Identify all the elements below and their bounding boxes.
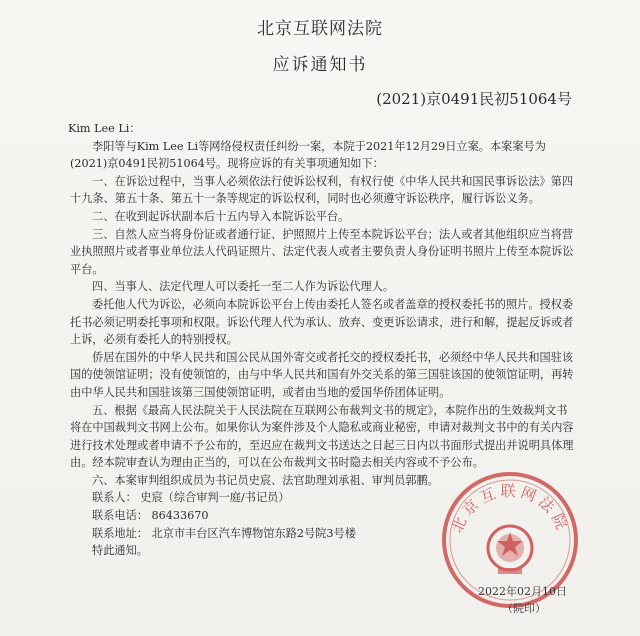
- issue-date: 2022年02月10日: [478, 585, 567, 598]
- clause-3: 三、自然人应当将身份证或者通行证、护照照片上传至本院诉讼平台；法人或者其他组织应当将营业执照照片或者事业单位法人代码证照片、法定代表人或者主要负责人身份证明书照片上传至本院诉讼平台。: [70, 227, 574, 276]
- clause-4-detail-a: 委托他人代为诉讼，必须向本院诉讼平台上传由委托人签名或者盖章的授权委托书的照片。授权委托书必须记明委托事项和权限。诉讼代理人代为承认、放弃、变更诉讼请求，进行和解，提起反诉或者上诉，必须有委托人的特别授权。: [70, 297, 574, 347]
- seal-note: （院印）: [502, 602, 546, 615]
- document-title: 应诉通知书: [272, 55, 368, 75]
- contact-phone: 联系电话： 86433670: [92, 509, 209, 523]
- clause-2: 二、在收到起诉状副本后十五内导入本院诉讼平台。: [92, 209, 350, 223]
- clause-4-detail-b: 侨居在国外的中华人民共和国公民从国外寄交或者托交的授权委托书，必须经中华人民共和国驻该国的使领馆证明；没有使领馆的，由与中华人民共和国有外交关系的第三国驻该国的使领馆证明，再转由中华人民共和国驻该第三国使领馆证明，或者由当地的爱国华侨团体证明。: [70, 350, 574, 399]
- clause-5: 五、根据《最高人民法院关于人民法院在互联网公布裁判文书的规定》，本院作出的生效裁判文书将在中国裁判文书网上公布。如果你认为案件涉及个人隐私或商业秘密，申请对裁判文书中的有关内容进行技术处理或者申请不予公布的，至迟应在裁判文书送达之日起三日内以书面形式提出并说明具体理由。经本院审查认为理由正当的，可以在公布裁判文书时隐去相关内容或不予公布。: [70, 403, 574, 470]
- intro-paragraph: 李阳等与Kim Lee Li等网络侵权责任纠纷一案，本院于2021年12月29日立案。本案案号为(2021)京0491民初51064号。现将应诉的有关事项通知如下：: [70, 139, 546, 171]
- seal-text: 北京互联网法院: [447, 482, 573, 536]
- clause-1: 一、在诉讼过程中，当事人必须依法行使诉讼权利，有权行使《中华人民共和国民事诉讼法》第四十九条、第五十条、第五十一条等规定的诉讼权利，同时也必须遵守诉讼秩序，履行诉讼义务。: [70, 174, 574, 206]
- contact-person: 联系人： 史宸（综合审判一庭/书记员）: [92, 491, 290, 505]
- closing-line: 特此通知。: [92, 544, 148, 558]
- case-number: (2021)京0491民初51064号: [376, 90, 572, 108]
- addressee: Kim Lee Li：: [68, 122, 141, 135]
- clause-6: 六、本案审判组织成员为书记员史宸、法官助理刘承祖、审判员郭鹏。: [92, 473, 439, 487]
- national-emblem-icon: [488, 526, 532, 574]
- clause-4: 四、当事人、法定代理人可以委托一至二人作为诉讼代理人。: [92, 280, 395, 294]
- court-name: 北京互联网法院: [257, 19, 383, 39]
- contact-address: 联系地址： 北京市丰台区汽车博物馆东路2号院3号楼: [92, 526, 356, 540]
